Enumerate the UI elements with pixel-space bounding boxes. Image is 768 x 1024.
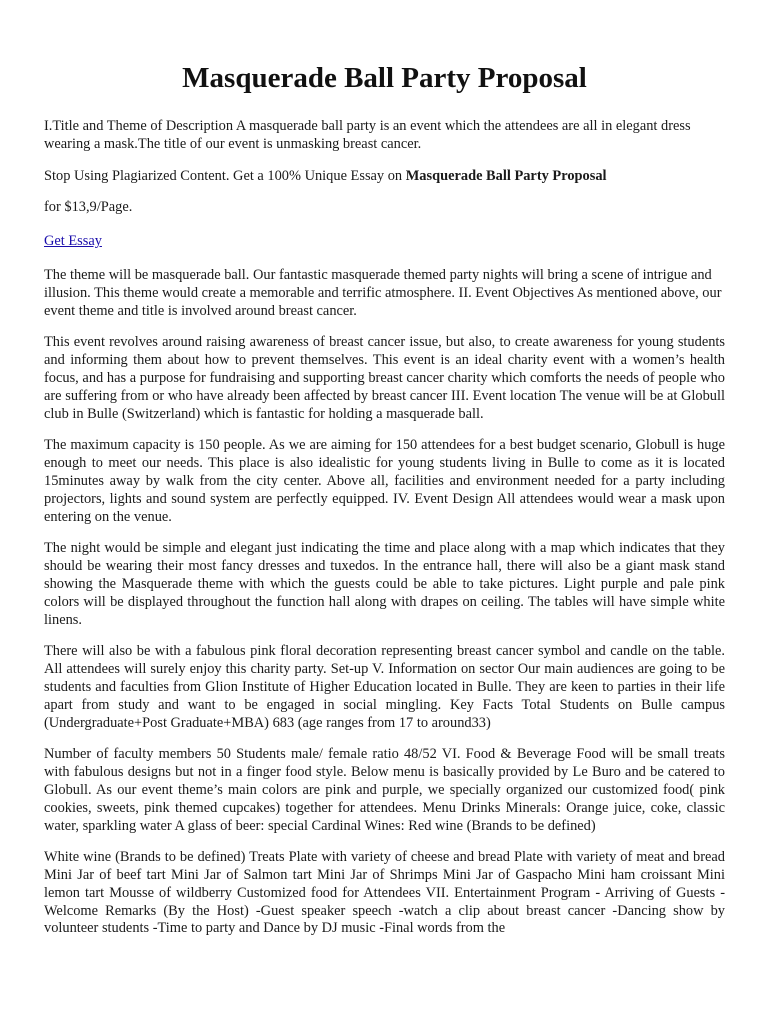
get-essay-link[interactable]: Get Essay — [44, 233, 102, 250]
promo-highlight: Masquerade Ball Party Proposal — [405, 167, 607, 184]
price-paragraph: for $13,9/Page. — [44, 199, 133, 216]
body-paragraph: There will also be with a fabulous pink floral decoration representing breast cancer symbol and candle on the table. All attendees will surely enjoy this charity party. Set-up V. Information on sector Our main audiences are going to be students and faculties from Glion Institute of Higher Education located in Bulle. They are keen to parties in their life apart from study and want to be engaged in social mingling. Key Facts Total Students on Bulle campus (Undergraduate+Post Graduate+MBA) 683 (age ranges from 17 to around33) — [44, 643, 725, 731]
page-title: Masquerade Ball Party Proposal — [182, 62, 587, 94]
body-paragraph: The theme will be masquerade ball. Our fantastic masquerade themed party nights will bring a scene of intrigue and illusion. This theme would create a memorable and terrific atmosphere. II. Event Objectives As mentioned above, our event theme and title is involved around breast cancer. — [44, 266, 722, 319]
body-paragraph: The maximum capacity is 150 people. As we are aiming for 150 attendees for a best budget scenario, Globull is huge enough to meet our needs. This place is also idealistic for young students living in Bulle to come as it is located 15minutes away by walk from the city center. Above all, facilities and environment needed for a party including projectors, lights and sound system are perfectly equipped. IV. Event Design All attendees would wear a mask upon entering on the venue. — [44, 437, 725, 525]
intro-paragraph: I.Title and Theme of Description A masquerade ball party is an event which the attendees are all in elegant dress wearing a mask.The title of our event is unmasking breast cancer. — [44, 118, 691, 152]
get-essay-container — [44, 233, 725, 251]
promo-paragraph — [44, 168, 725, 186]
body-paragraph: Number of faculty members 50 Students male/ female ratio 48/52 VI. Food & Beverage Food will be small treats with fabulous designs but not in a finger food style. Below menu is basically provided by Le Buro and be catered to Globull. As our event theme’s main colors are pink and purple, we specially organized our customized food( pink cookies, sweets, pink themed cupcakes) together for attendees. Menu Drinks Minerals: Orange juice, coke, classic water, sparkling water A glass of beer: special Cardinal Wines: Red wine (Brands to be defined) — [44, 746, 725, 834]
body-paragraph: This event revolves around raising awareness of breast cancer issue, but also, to create awareness for young students and informing them about how to prevent themselves. This event is an ideal charity event with a women’s health focus, and has a purpose for fundraising and supporting breast cancer charity which comforts the needs of people who are suffering from or who have already been affected by breast cancer III. Event location The venue will be at Globull club in Bulle (Switzerland) which is fantastic for holding a masquerade ball. — [44, 334, 725, 422]
body-paragraph: The night would be simple and elegant just indicating the time and place along with a map which indicates that they should be wearing their most fancy dresses and tuxedos. In the entrance hall, there will also be a giant mask stand showing the Masquerade theme with which the guests could be able to take pictures. Light purple and pale pink colors will be displayed throughout the function hall along with drapes on ceiling. The tables will have simple white linens. — [44, 540, 725, 628]
body-paragraph: White wine (Brands to be defined) Treats Plate with variety of cheese and bread Plate with variety of meat and bread Mini Jar of beef tart Mini Jar of Salmon tart Mini Jar of Shrimps Mini Jar of Gaspacho Mini ham croissant Mini lemon tart Mousse of wildberry Customized food for Attendees VII. Entertainment Program - Arriving of Guests -Welcome Remarks (By the Host) -Guest speaker speech -watch a clip about breast cancer -Dancing show by volunteer students -Time to party and Dance by DJ music -Final words from the — [44, 849, 725, 937]
promo-prefix: Stop Using Plagiarized Content. Get a 100% Unique Essay on — [44, 167, 406, 184]
